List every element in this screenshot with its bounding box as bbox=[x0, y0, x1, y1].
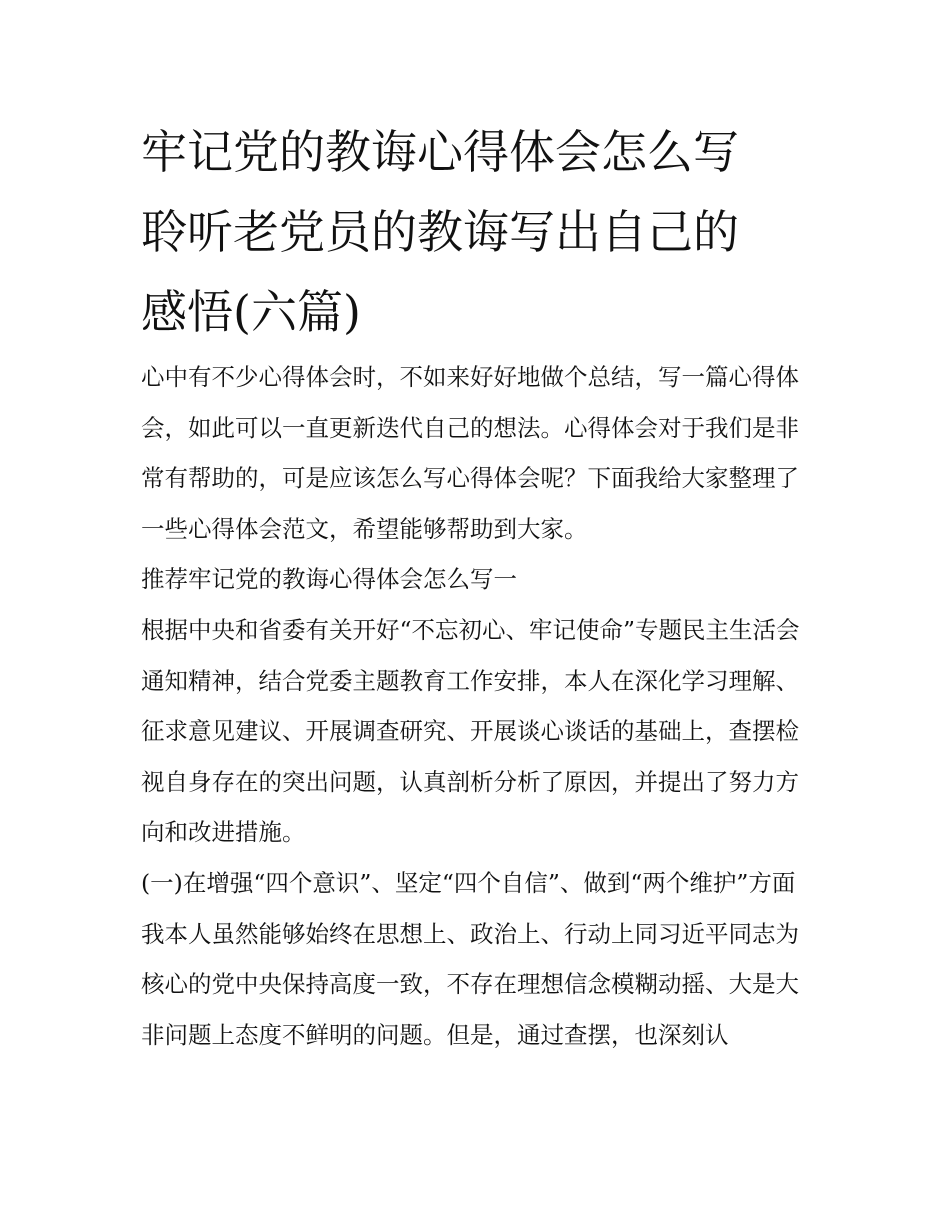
title-line: 感悟(六篇) bbox=[141, 285, 361, 339]
body-paragraph: 根据中央和省委有关开好“不忘初心、牢记使命”专题民主生活会通知精神，结合党委主题教育工作安排，本人在深化学习理解、征求意见建议、开展调查研究、开展谈心谈话的基础上，查摆检视自身存在的突出问题，认真剖析分析了原因，并提出了努力方向和改进措施。 bbox=[141, 615, 800, 847]
intro-paragraph: 心中有不少心得体会时，不如来好好地做个总结，写一篇心得体会，如此可以一直更新迭代自己的想法。心得体会对于我们是非常有帮助的，可是应该怎么写心得体会呢？下面我给大家整理了一些心得体会范文，希望能够帮助到大家。 bbox=[141, 363, 799, 543]
document-title bbox=[141, 112, 821, 352]
document-body bbox=[141, 352, 821, 1060]
subsection-heading: (一)在增强“四个意识”、坚定“四个自信”、做到“两个维护”方面 bbox=[141, 868, 796, 897]
title-line: 聆听老党员的教诲写出自己的 bbox=[141, 205, 739, 259]
body-paragraph: 我本人虽然能够始终在思想上、政治上、行动上同习近平同志为核心的党中央保持高度一致，不存在理想信念模糊动摇、大是大非问题上态度不鲜明的问题。但是，通过查摆，也深刻认 bbox=[141, 919, 799, 1049]
section-heading: 推荐牢记党的教诲心得体会怎么写一 bbox=[141, 565, 517, 594]
title-line: 牢记党的教诲心得体会怎么写 bbox=[141, 125, 739, 179]
